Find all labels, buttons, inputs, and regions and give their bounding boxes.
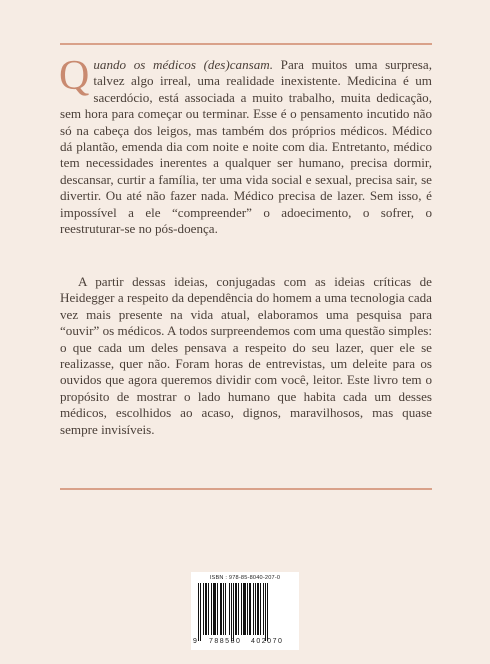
intro-paragraph-body: Para muitos uma surpresa, talvez algo irreal, uma realidade inexistente. Medicina é um sacerdócio, está associada a muito trabalho, muita dedicação, sem hora para começar ou terminar. Esse é o pensamento incutido não só na cabeça dos leigos, mas também dos próprios médicos. Médico dá plantão, emenda dia com noite e noite com dia. Entretanto, médico tem necessidades inerentes a qualquer ser humano, precisa dormir, descansar, curtir a família, ter uma vida social e sexual, precisa sair, se divertir. Ou até não fazer nada. Médico precisa de lazer. Sem isso, é impossível a ele “compreender” o adoecimento, o sofrer, o reestruturar-se no pós-doença. bbox=[60, 57, 432, 237]
top-divider-rule bbox=[60, 43, 432, 45]
barcode-digit-lead: 9 bbox=[193, 638, 197, 645]
barcode-bar bbox=[267, 583, 268, 641]
second-paragraph-body: A partir dessas ideias, conjugadas com as ideias críticas de Heidegger a respeito da dependência do homem a uma tecnologia cada vez mais presente na vida atual, elaboramos uma pesquisa para “ouvir” os médicos. A todos surpreendemos com uma questão simples: o que cada um deles pensava a respeito do seu lazer, quer ele se realizasse, quer não. Foram horas de entrevistas, um deleite para os ouvidos que agora queremos dividir com você, leitor. Este livro tem o propósito de mostrar o lado humano que habita cada um desses médicos, escolhidos ao acaso, dignos, maravilhosos, mas quase sempre invisíveis. bbox=[60, 274, 432, 437]
bottom-divider-rule bbox=[60, 488, 432, 490]
barcode-digit-group-1: 788580 bbox=[209, 638, 242, 645]
isbn-label: ISBN : 978-85-8040-207-0 bbox=[209, 575, 281, 581]
second-paragraph bbox=[60, 274, 432, 438]
isbn-barcode bbox=[191, 572, 299, 650]
barcode-bars bbox=[198, 583, 292, 638]
intro-paragraph bbox=[59, 53, 432, 237]
drop-cap: Q bbox=[59, 53, 90, 99]
lead-italic-phrase: uando os médicos (des)cansam. bbox=[93, 57, 274, 72]
barcode-digit-group-2: 402070 bbox=[251, 638, 284, 645]
